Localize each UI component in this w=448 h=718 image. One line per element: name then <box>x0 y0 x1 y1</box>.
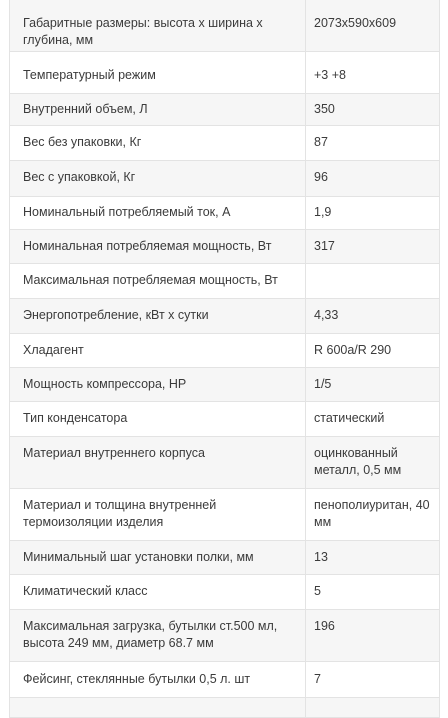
spec-label: Минимальный шаг установки полки, мм <box>23 550 254 564</box>
table-row <box>10 437 440 489</box>
spec-label: Температурный режим <box>23 68 156 82</box>
table-row <box>10 489 440 541</box>
spec-value: 13 <box>314 550 328 564</box>
table-row <box>10 230 440 264</box>
spec-label-cell <box>10 197 306 230</box>
spec-value: 2073x590x609 <box>314 16 397 30</box>
spec-label-cell <box>10 368 306 402</box>
spec-value-cell <box>306 230 440 264</box>
spec-label: Максимальная загрузка, бутылки ст.500 мл, высота 249 мм, диаметр 68.7 мм <box>23 619 278 650</box>
spec-value-cell <box>306 698 440 718</box>
table-row <box>10 368 440 402</box>
spec-value-cell <box>306 334 440 368</box>
spec-label-cell <box>10 610 306 662</box>
table-row <box>10 94 440 126</box>
table-row <box>10 52 440 94</box>
spec-value-cell <box>306 437 440 489</box>
table-row <box>10 541 440 575</box>
spec-value: 7 <box>314 672 321 686</box>
spec-value: 96 <box>314 170 328 184</box>
spec-label: Вес с упаковкой, Кг <box>23 170 136 184</box>
spec-value-cell <box>306 662 440 698</box>
spec-label: Габаритные размеры: высота х ширина х глубина, мм <box>23 16 263 47</box>
spec-value: R 600a/R 290 <box>314 343 392 357</box>
spec-label-cell <box>10 52 306 94</box>
spec-label: Тип конденсатора <box>23 411 128 425</box>
table-row <box>10 299 440 334</box>
specifications-table <box>9 0 440 718</box>
spec-value-cell <box>306 126 440 161</box>
spec-value-cell <box>306 264 440 299</box>
spec-value-cell <box>306 610 440 662</box>
spec-label: Материал внутреннего корпуса <box>23 446 205 460</box>
spec-value-cell <box>306 0 440 52</box>
spec-value: оцинкованный металл, 0,5 мм <box>314 446 402 477</box>
spec-value: 196 <box>314 619 335 633</box>
spec-value-cell <box>306 52 440 94</box>
spec-label-cell <box>10 126 306 161</box>
spec-value: 1,9 <box>314 205 332 219</box>
spec-value: 5 <box>314 584 321 598</box>
spec-label-cell <box>10 264 306 299</box>
spec-label: Внутренний объем, Л <box>23 102 148 116</box>
table-row <box>10 662 440 698</box>
spec-label-cell <box>10 161 306 197</box>
spec-value-cell <box>306 197 440 230</box>
table-row <box>10 264 440 299</box>
spec-label-cell <box>10 299 306 334</box>
spec-value-cell <box>306 489 440 541</box>
table-row <box>10 161 440 197</box>
spec-value: +3 +8 <box>314 68 346 82</box>
table-row <box>10 575 440 610</box>
spec-label: Максимальная потребляемая мощность, Вт <box>23 273 278 287</box>
spec-value: 1/5 <box>314 377 332 391</box>
spec-label-cell <box>10 698 306 718</box>
spec-label: Климатический класс <box>23 584 148 598</box>
spec-label-cell <box>10 94 306 126</box>
table-row <box>10 0 440 52</box>
spec-label: Номинальная потребляемая мощность, Вт <box>23 239 272 253</box>
spec-value: 87 <box>314 135 328 149</box>
table-row <box>10 402 440 437</box>
table-row <box>10 126 440 161</box>
spec-value-cell <box>306 575 440 610</box>
spec-value-cell <box>306 299 440 334</box>
spec-value: пенополиуритан, 40 мм <box>314 498 430 529</box>
spec-value-cell <box>306 402 440 437</box>
spec-label-cell <box>10 437 306 489</box>
spec-label: Вес без упаковки, Кг <box>23 135 142 149</box>
spec-value-cell <box>306 161 440 197</box>
spec-label-cell <box>10 541 306 575</box>
table-row <box>10 610 440 662</box>
spec-value: статический <box>314 411 385 425</box>
table-row <box>10 197 440 230</box>
spec-label-cell <box>10 0 306 52</box>
spec-label: Фейсинг, стеклянные бутылки 0,5 л. шт <box>23 672 251 686</box>
table-row <box>10 698 440 718</box>
spec-value-cell <box>306 541 440 575</box>
spec-label-cell <box>10 662 306 698</box>
spec-label-cell <box>10 334 306 368</box>
spec-label-cell <box>10 402 306 437</box>
spec-label: Энергопотребление, кВт х сутки <box>23 308 209 322</box>
spec-label-cell <box>10 489 306 541</box>
spec-label: Материал и толщина внутренней термоизоляции изделия <box>23 498 217 529</box>
spec-label: Хладагент <box>23 343 84 357</box>
spec-value-cell <box>306 368 440 402</box>
spec-value: 350 <box>314 102 335 116</box>
spec-value: 4,33 <box>314 308 339 322</box>
spec-value-cell <box>306 94 440 126</box>
spec-label: Мощность компрессора, HP <box>23 377 187 391</box>
spec-label: Номинальный потребляемый ток, А <box>23 205 231 219</box>
spec-label-cell <box>10 575 306 610</box>
spec-value: 317 <box>314 239 335 253</box>
spec-label-cell <box>10 230 306 264</box>
table-row <box>10 334 440 368</box>
